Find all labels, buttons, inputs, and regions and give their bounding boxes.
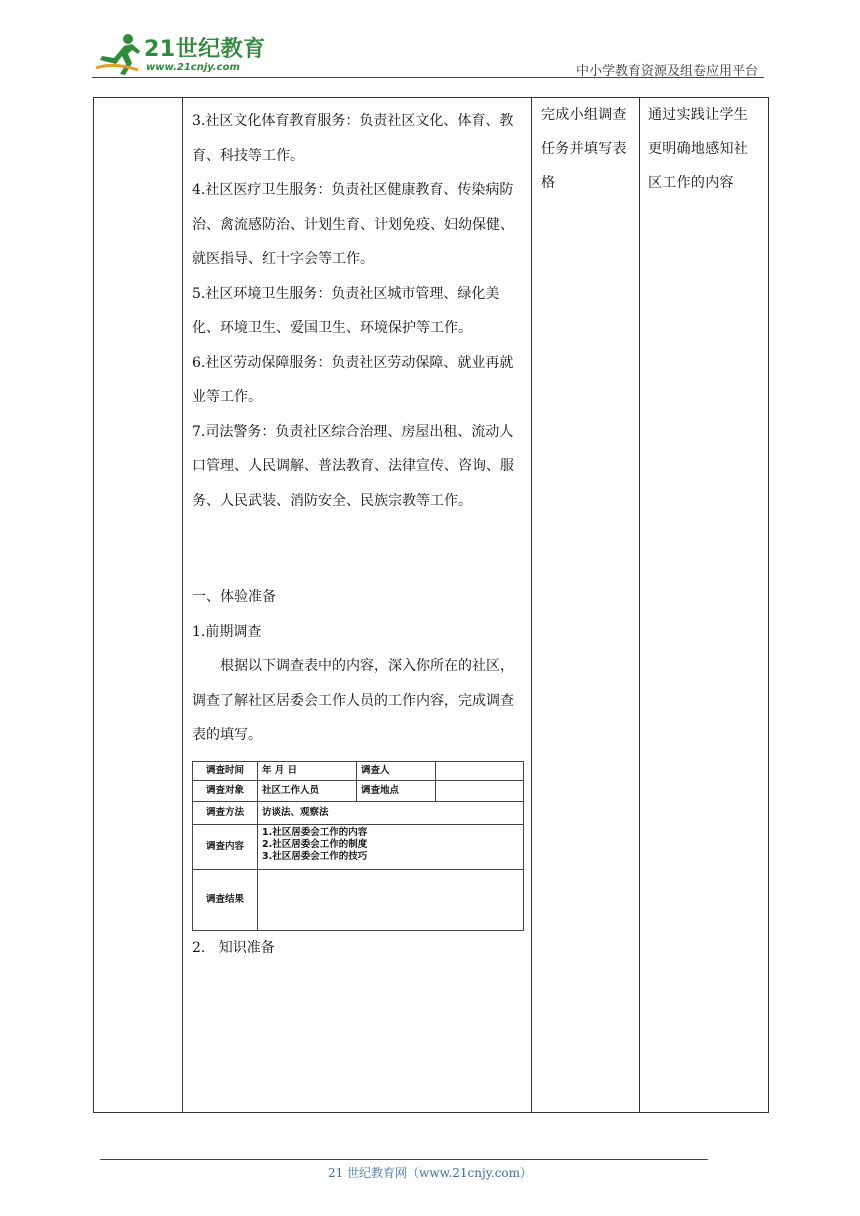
survey-target-value: 社区工作人员 [258,780,357,801]
logo [94,32,264,78]
teaching-content-cell [183,98,532,1113]
design-intent-cell [640,98,769,1113]
lesson-table [93,97,769,1113]
survey-time-label: 调查时间 [193,761,258,780]
page-header [92,28,764,80]
logo-url: www.21cnjy.com [146,62,240,73]
section-title: 一、体验准备 [192,589,276,605]
survey-table [192,761,524,931]
survey-place-value [436,780,524,801]
content-item: 7.司法警务：负责社区综合治理、房屋出租、流动人口管理、人民调解、普法教育、法律宣传、咨询、服务、人民武装、消防安全、民族宗教等工作。 [192,423,514,509]
survey-content-item: 1.社区居委会工作的内容 [262,826,368,838]
logo-text: 21世纪教育 [144,37,266,62]
survey-place-label: 调查地点 [357,780,436,801]
teaching-content [183,98,531,965]
survey-time-value: 年 月 日 [258,761,357,780]
content-item: 5.社区环境卫生服务：负责社区城市管理、绿化美化、环境卫生、爱国卫生、环境保护等工作。 [192,285,500,336]
student-activity-cell [532,98,640,1113]
survey-result-label: 调查结果 [193,869,258,930]
student-activity-text: 完成小组调查任务并填写表格 [541,107,627,191]
survey-method-label: 调查方法 [193,801,258,824]
content-item: 3.社区文化体育教育服务：负责社区文化、体育、教育、科技等工作。 [192,113,514,164]
stage-cell [94,98,183,1113]
survey-content-item: 2.社区居委会工作的制度 [262,838,368,850]
survey-method-value: 访谈法、观察法 [258,801,524,824]
survey-content-item: 3.社区居委会工作的技巧 [262,850,368,862]
survey-person-value [436,761,524,780]
subsection-title: 2. 知识准备 [192,939,275,956]
spacer [192,518,523,580]
survey-person-label: 调查人 [357,761,436,780]
survey-content-label: 调查内容 [193,824,258,869]
runner-logo-icon [94,32,142,76]
survey-result-value [258,869,524,930]
instruction-text: 根据以下调查表中的内容，深入你所在的社区，调查了解社区居委会工作人员的工作内容，完成调查表的填写。 [192,658,514,743]
survey-target-label: 调查对象 [193,780,258,801]
header-divider [92,77,764,78]
footer-divider [100,1159,708,1160]
survey-content-value [258,824,524,869]
platform-title: 中小学教育资源及组卷应用平台 [575,64,758,79]
footer-text: 21 世纪教育网（www.21cnjy.com） [327,1166,533,1180]
content-item: 6.社区劳动保障服务：负责社区劳动保障、就业再就业等工作。 [192,354,514,405]
design-intent-text: 通过实践让学生更明确地感知社区工作的内容 [648,107,749,191]
subsection-title: 1.前期调查 [192,623,262,640]
content-item: 4.社区医疗卫生服务：负责社区健康教育、传染病防治、禽流感防治、计划生育、计划免疫、妇幼保健、就医指导、红十字会等工作。 [192,182,514,267]
lesson-row [94,98,769,1113]
